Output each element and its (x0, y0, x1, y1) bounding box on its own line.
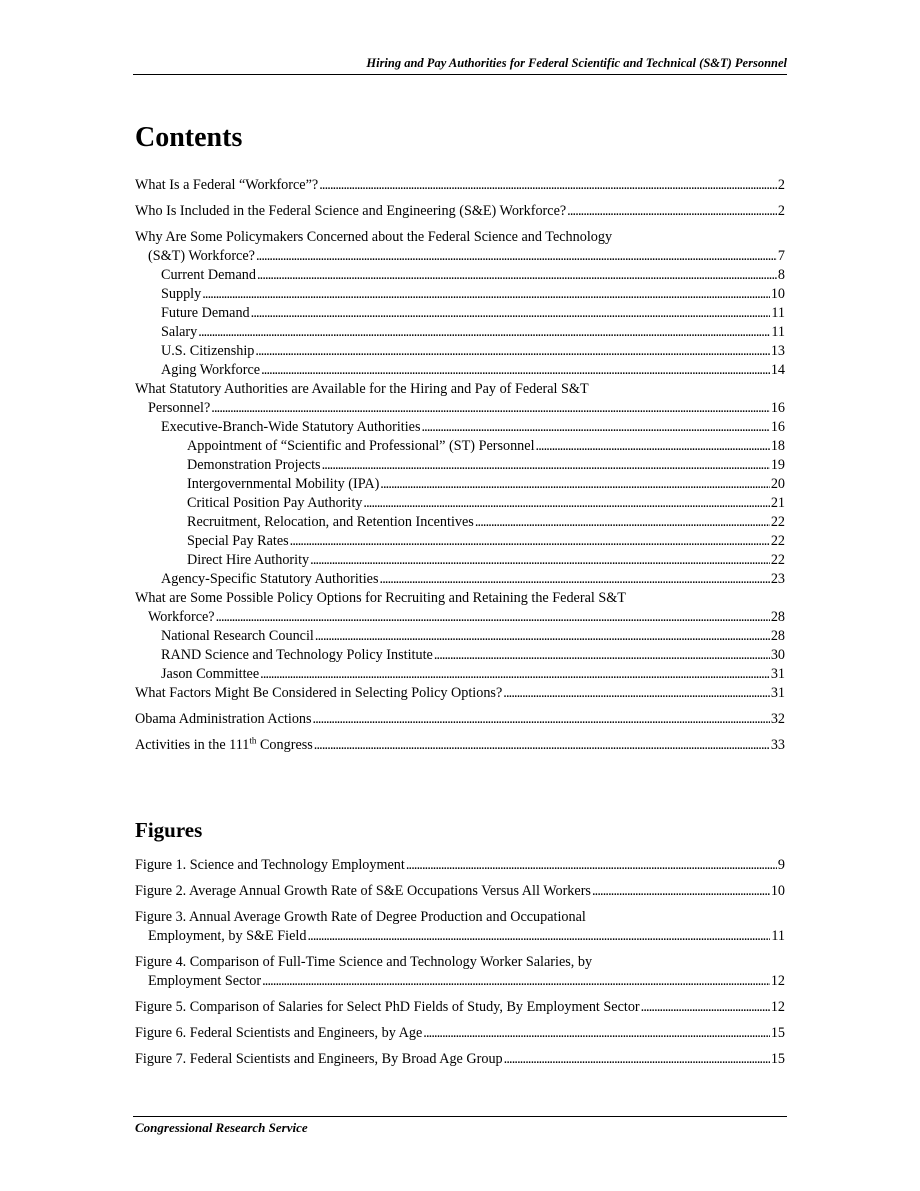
toc-entry-title (187, 437, 535, 456)
toc-entry[interactable] (135, 532, 785, 551)
page-number: 15 (770, 1051, 785, 1067)
toc-entry-text: Figure 2. Average Annual Growth Rate of S&E Occupations Versus All Workers (135, 883, 591, 899)
toc-entry[interactable] (135, 513, 785, 532)
toc-entry-title (148, 972, 261, 991)
toc-entry-text: Employment Sector (148, 973, 262, 989)
toc-entry-text: Salary (161, 324, 198, 340)
toc-entry[interactable] (135, 437, 785, 456)
dot-leader (251, 304, 771, 323)
toc-entry-title (187, 551, 309, 570)
toc-entry-title (161, 570, 379, 589)
toc-entry-title (161, 665, 259, 684)
toc-entry[interactable] (135, 202, 785, 221)
page-number: 32 (770, 711, 785, 727)
toc-entry-title (161, 627, 314, 646)
dot-leader (567, 202, 777, 221)
toc-entry-text: What Factors Might Be Considered in Selecting Policy Options? (135, 685, 503, 701)
toc-entry[interactable] (135, 304, 785, 323)
contents-list (135, 176, 785, 755)
toc-entry-title (161, 323, 197, 342)
dot-leader (315, 627, 770, 646)
page-number: 8 (777, 267, 785, 283)
figure-entry[interactable] (135, 908, 785, 946)
running-header: Hiring and Pay Authorities for Federal Scientific and Technical (S&T) Personnel (366, 56, 787, 70)
dot-leader (261, 361, 770, 380)
page-number: 22 (770, 552, 785, 568)
toc-entry-text-after: Congress (256, 737, 313, 753)
toc-entry-title (135, 736, 313, 755)
toc-entry[interactable] (135, 380, 785, 418)
toc-entry[interactable] (135, 627, 785, 646)
page-number: 12 (770, 999, 785, 1015)
dot-leader (257, 266, 777, 285)
toc-entry-title (161, 285, 201, 304)
toc-entry-title (161, 304, 250, 323)
toc-entry-title (187, 532, 289, 551)
dot-leader (290, 532, 770, 551)
toc-entry-text: Figure 7. Federal Scientists and Engineers, By Broad Age Group (135, 1051, 503, 1067)
toc-entry[interactable] (135, 323, 785, 342)
dot-leader (319, 176, 777, 195)
figure-entry[interactable] (135, 998, 785, 1017)
dot-leader (307, 927, 770, 946)
page-number: 12 (770, 973, 785, 989)
dot-leader (255, 342, 769, 361)
toc-entry-title-line1: What are Some Possible Policy Options for Recruiting and Retaining the Federal S&T (135, 590, 626, 606)
toc-entry-text: Direct Hire Authority (187, 552, 310, 568)
page-number: 15 (770, 1025, 785, 1041)
toc-entry[interactable] (135, 494, 785, 513)
toc-entry[interactable] (135, 736, 785, 755)
dot-leader (434, 646, 770, 665)
toc-entry-title (148, 927, 306, 946)
page-number: 18 (770, 438, 785, 454)
toc-entry-title (161, 361, 260, 380)
toc-entry[interactable] (135, 684, 785, 703)
page-number: 9 (777, 857, 785, 873)
page-number: 7 (777, 248, 785, 264)
figure-entry[interactable] (135, 856, 785, 875)
toc-entry[interactable] (135, 228, 785, 266)
page-number: 22 (770, 533, 785, 549)
page-number: 2 (777, 177, 785, 193)
toc-entry-title-line1: What Statutory Authorities are Available for the Hiring and Pay of Federal S&T (135, 381, 589, 397)
toc-entry[interactable] (135, 710, 785, 729)
toc-entry-title (148, 608, 215, 627)
toc-entry-text: Jason Committee (161, 666, 260, 682)
page-number: 19 (770, 457, 785, 473)
figure-entry[interactable] (135, 882, 785, 901)
dot-leader (423, 1024, 770, 1043)
toc-entry-text: Special Pay Rates (187, 533, 289, 549)
page-number: 21 (770, 495, 785, 511)
figure-entry[interactable] (135, 1024, 785, 1043)
toc-entry-title (135, 998, 640, 1017)
toc-entry[interactable] (135, 589, 785, 627)
page-number: 13 (770, 343, 785, 359)
dot-leader (363, 494, 769, 513)
dot-leader (641, 998, 770, 1017)
page-number: 31 (770, 685, 785, 701)
dot-leader (310, 551, 770, 570)
toc-entry[interactable] (135, 570, 785, 589)
page-number: 10 (770, 883, 785, 899)
toc-entry-text: Workforce? (148, 609, 215, 625)
contents-heading: Contents (135, 122, 243, 153)
toc-entry-title (135, 1050, 503, 1069)
dot-leader (503, 684, 770, 703)
toc-entry[interactable] (135, 342, 785, 361)
toc-entry-title (161, 418, 420, 437)
toc-entry-text: Who Is Included in the Federal Science and Engineering (S&E) Workforce? (135, 203, 567, 219)
toc-entry-title (135, 1024, 422, 1043)
page-number: 28 (770, 609, 785, 625)
toc-entry-text: Figure 6. Federal Scientists and Engineers, by Age (135, 1025, 423, 1041)
toc-entry[interactable] (135, 456, 785, 475)
toc-entry-title (135, 856, 405, 875)
toc-entry[interactable] (135, 361, 785, 380)
toc-entry-text: Obama Administration Actions (135, 711, 312, 727)
toc-entry-title (148, 247, 255, 266)
page-number: 20 (770, 476, 785, 492)
toc-entry-text: Critical Position Pay Authority (187, 495, 363, 511)
page-number: 10 (770, 286, 785, 302)
figure-entry[interactable] (135, 953, 785, 991)
toc-entry-text: Appointment of “Scientific and Professional” (ST) Personnel (187, 438, 535, 454)
toc-entry-title (135, 710, 312, 729)
page-number: 33 (770, 737, 785, 753)
toc-entry-title-line1: Figure 4. Comparison of Full-Time Science and Technology Worker Salaries, by (135, 954, 593, 970)
page-number: 28 (770, 628, 785, 644)
toc-entry-text: Supply (161, 286, 202, 302)
toc-entry-title (135, 684, 502, 703)
dot-leader (406, 856, 777, 875)
figures-heading: Figures (135, 818, 203, 842)
toc-entry-text: What Is a Federal “Workforce”? (135, 177, 319, 193)
toc-entry-text: (S&T) Workforce? (148, 248, 255, 264)
toc-entry-text: U.S. Citizenship (161, 343, 255, 359)
dot-leader (260, 665, 770, 684)
toc-entry-text: Activities in the 111 (135, 737, 250, 753)
toc-entry[interactable] (135, 665, 785, 684)
toc-entry-title-line1: Figure 3. Annual Average Growth Rate of Degree Production and Occupational (135, 909, 586, 925)
dot-leader (504, 1050, 770, 1069)
page-number: 30 (770, 647, 785, 663)
toc-entry-title (187, 456, 321, 475)
toc-entry-title (148, 399, 210, 418)
dot-leader (314, 736, 770, 755)
page-number: 11 (771, 928, 785, 944)
toc-entry-title (135, 176, 318, 195)
superscript: th (249, 735, 257, 746)
toc-entry-text: Intergovernmental Mobility (IPA) (187, 476, 380, 492)
toc-entry-text: Agency-Specific Statutory Authorities (161, 571, 379, 587)
figure-entry[interactable] (135, 1050, 785, 1069)
dot-leader (536, 437, 770, 456)
toc-entry-text: Demonstration Projects (187, 457, 321, 473)
toc-entry-title (187, 475, 379, 494)
page-number: 11 (771, 305, 785, 321)
dot-leader (475, 513, 770, 532)
toc-entry-title (135, 882, 591, 901)
toc-entry-title (161, 646, 433, 665)
toc-entry-title (187, 494, 362, 513)
dot-leader (322, 456, 770, 475)
running-footer: Congressional Research Service (135, 1120, 308, 1135)
toc-entry-text: Current Demand (161, 267, 256, 283)
header-rule (133, 74, 787, 75)
toc-entry-title-line1: Why Are Some Policymakers Concerned about the Federal Science and Technology (135, 229, 613, 245)
toc-entry-text: Figure 1. Science and Technology Employment (135, 857, 405, 873)
page-number: 2 (777, 203, 785, 219)
dot-leader (262, 972, 770, 991)
toc-entry-text: National Research Council (161, 628, 314, 644)
dot-leader (592, 882, 770, 901)
dot-leader (216, 608, 770, 627)
dot-leader (211, 399, 770, 418)
toc-entry[interactable] (135, 475, 785, 494)
page-number: 23 (770, 571, 785, 587)
dot-leader (380, 570, 770, 589)
dot-leader (380, 475, 770, 494)
toc-entry-title (135, 202, 566, 221)
toc-entry-text: Aging Workforce (161, 362, 261, 378)
toc-entry-text: Personnel? (148, 400, 211, 416)
toc-entry-text: Employment, by S&E Field (148, 928, 307, 944)
page-number: 16 (770, 419, 785, 435)
page-number: 11 (771, 324, 785, 340)
toc-entry-text: Figure 5. Comparison of Salaries for Select PhD Fields of Study, By Employment Sector (135, 999, 640, 1015)
page-number: 31 (770, 666, 785, 682)
toc-entry[interactable] (135, 176, 785, 195)
dot-leader (256, 247, 777, 266)
dot-leader (421, 418, 769, 437)
toc-entry[interactable] (135, 551, 785, 570)
toc-entry-title (161, 342, 254, 361)
footer-rule (133, 1116, 787, 1117)
toc-entry[interactable] (135, 418, 785, 437)
toc-entry-title (161, 266, 256, 285)
page-number: 16 (770, 400, 785, 416)
toc-entry-text: Future Demand (161, 305, 250, 321)
page-number: 22 (770, 514, 785, 530)
toc-entry-title (187, 513, 474, 532)
toc-entry-text: RAND Science and Technology Policy Institute (161, 647, 433, 663)
figures-list (135, 856, 785, 1069)
dot-leader (313, 710, 770, 729)
dot-leader (202, 285, 770, 304)
toc-entry[interactable] (135, 646, 785, 665)
toc-entry[interactable] (135, 285, 785, 304)
page-number: 14 (770, 362, 785, 378)
toc-entry[interactable] (135, 266, 785, 285)
dot-leader (198, 323, 770, 342)
toc-entry-text: Recruitment, Relocation, and Retention Incentives (187, 514, 474, 530)
toc-entry-text: Executive-Branch-Wide Statutory Authorities (161, 419, 421, 435)
